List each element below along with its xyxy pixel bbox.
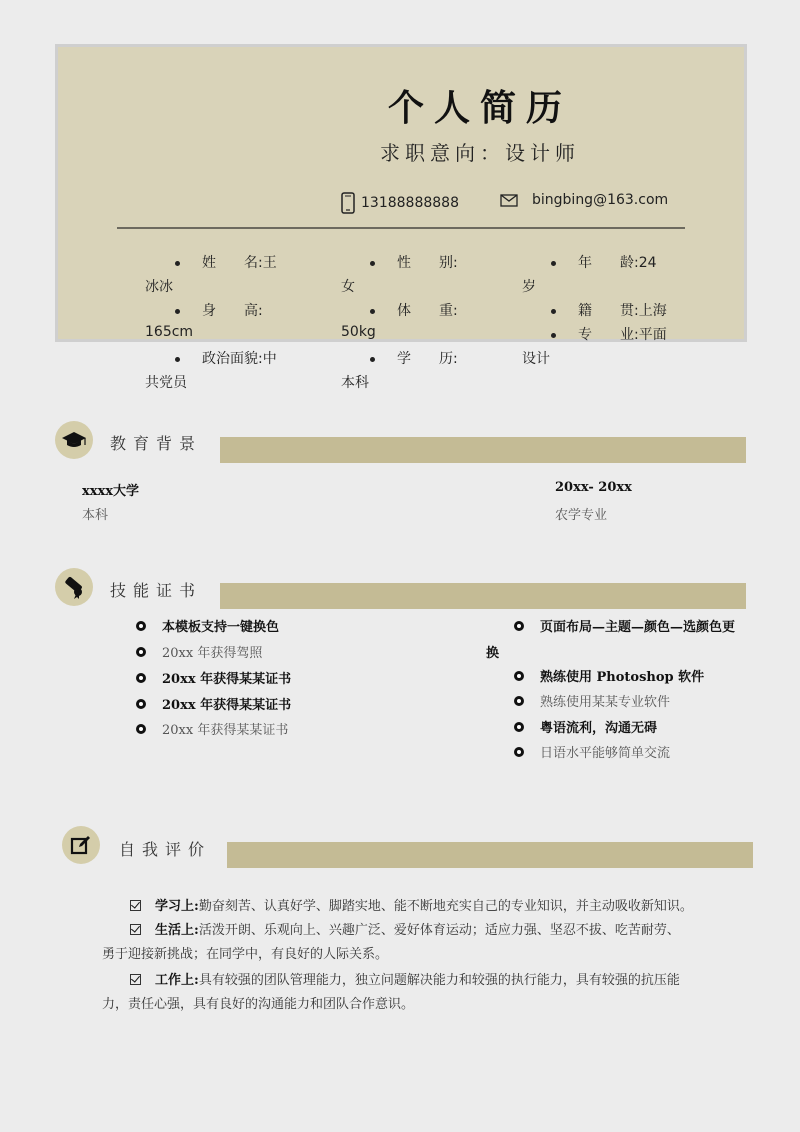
skills-title: 技能证书	[110, 581, 203, 600]
eval-work: 工作上:具有较强的团队管理能力，独立问题解决能力和较强的执行能力，具有较强的抗压能	[130, 969, 680, 993]
evaluation-title: 自我评价	[119, 840, 212, 859]
phone-number: 13188888888	[361, 195, 459, 211]
info-politics-cont: 共党员	[145, 375, 187, 391]
certificate-icon	[62, 575, 86, 599]
checkbox-icon	[130, 974, 141, 985]
eval-work-cont: 力，责任心强，具有良好的沟通能力和团队合作意识。	[102, 997, 415, 1012]
skill-right-5: 日语水平能够简单交流	[514, 742, 670, 761]
eval-life-cont: 勇于迎接新挑战；在同学中，有良好的人际关系。	[102, 947, 389, 962]
page-title: 个人简历	[387, 88, 572, 129]
skills-icon-circle	[55, 568, 93, 606]
degree: 本科	[82, 508, 109, 523]
skill-left-1: 本模板支持一键换色	[136, 616, 279, 635]
skill-left-3: 20xx 年获得某某证书	[136, 668, 291, 687]
email-contact	[500, 192, 668, 208]
info-height-value: 165cm	[145, 324, 194, 340]
education-icon-circle	[55, 421, 93, 459]
info-origin: 籍 贯:上海	[551, 300, 667, 320]
skill-left-2: 20xx 年获得驾照	[136, 642, 262, 661]
info-politics: 政治面貌:中	[175, 348, 277, 368]
skill-right-3: 熟练使用某某专业软件	[514, 691, 670, 710]
email-address: bingbing@163.com	[532, 192, 669, 208]
info-major-cont: 设计	[522, 351, 550, 367]
info-gender: 性 别:	[370, 252, 458, 272]
study-period: 20xx- 20xx	[555, 480, 632, 495]
info-name: 姓 名:王	[175, 252, 277, 272]
info-age: 年 龄:24	[551, 252, 657, 272]
info-weight: 体 重:	[370, 300, 458, 320]
eval-study: 学习上:勤奋刻苦、认真好学、脚踏实地、能不断地充实自己的专业知识，并主动吸收新知识。	[130, 895, 693, 919]
school-name: xxxx大学	[82, 484, 140, 499]
info-education-value: 本科	[341, 375, 369, 391]
info-education: 学 历:	[370, 348, 458, 368]
skill-right-2: 熟练使用 Photoshop 软件	[514, 666, 704, 685]
edit-icon	[70, 834, 92, 856]
eval-life: 生活上:活泼开朗、乐观向上、兴趣广泛、爱好体育运动；适应力强、坚忍不拔、吃苦耐劳、	[130, 919, 680, 943]
info-major: 专 业:平面	[551, 324, 667, 344]
info-height: 身 高:	[175, 300, 263, 320]
checkbox-icon	[130, 924, 141, 935]
education-title-bar	[220, 437, 746, 463]
skills-title-bar	[220, 583, 746, 609]
mail-icon	[500, 194, 518, 207]
header-divider	[117, 227, 685, 229]
info-age-cont: 岁	[522, 279, 536, 295]
graduation-cap-icon	[61, 430, 87, 450]
phone-contact	[341, 192, 459, 214]
checkbox-icon	[130, 900, 141, 911]
skill-right-1-cont: 换	[486, 646, 500, 661]
job-intention: 求职意向：设计师	[380, 141, 580, 165]
evaluation-icon-circle	[62, 826, 100, 864]
skill-left-4: 20xx 年获得某某证书	[136, 694, 291, 713]
evaluation-title-bar	[227, 842, 753, 868]
info-gender-value: 女	[341, 279, 355, 295]
info-name-cont: 冰冰	[145, 279, 173, 295]
skill-right-1: 页面布局—主题—颜色—选颜色更	[514, 616, 735, 635]
skill-right-4: 粤语流利，沟通无碍	[514, 717, 657, 736]
skill-left-5: 20xx 年获得某某证书	[136, 719, 288, 738]
study-major: 农学专业	[555, 508, 608, 523]
education-title: 教育背景	[110, 434, 203, 453]
phone-icon	[341, 192, 355, 214]
info-weight-value: 50kg	[341, 324, 376, 340]
